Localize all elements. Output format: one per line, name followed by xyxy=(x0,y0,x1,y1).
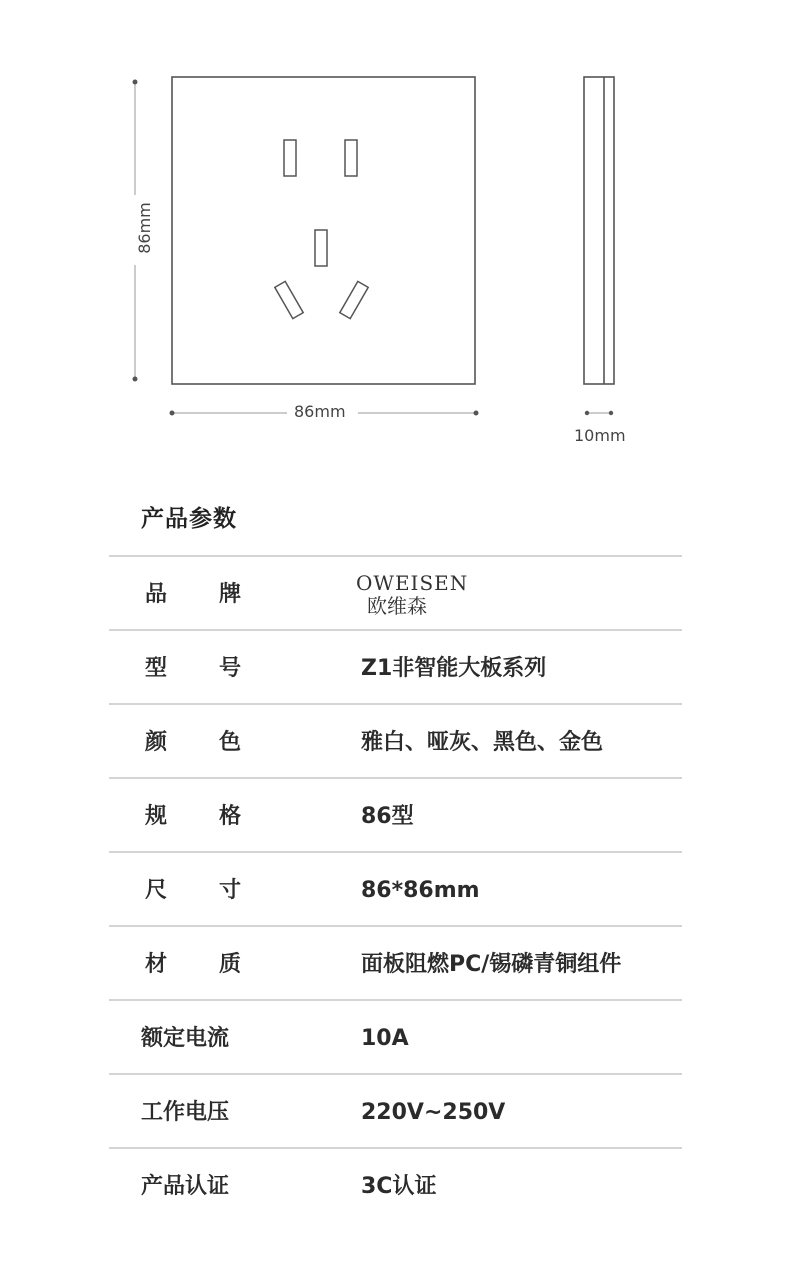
height-dimension-label: 86mm xyxy=(136,198,154,258)
spec-label-char-1: 品 xyxy=(145,582,168,607)
spec-value: 10A xyxy=(361,1026,409,1051)
spec-row-material xyxy=(109,925,682,999)
spec-row-model xyxy=(109,629,682,703)
spec-label-char-1: 规 xyxy=(145,804,168,829)
brand-name-en: OWEISEN xyxy=(356,571,469,595)
brand-logo xyxy=(356,572,468,618)
three-pin-slot-right xyxy=(340,281,368,318)
spec-value: Z1非智能大板系列 xyxy=(361,656,547,681)
spec-label-char-2: 牌 xyxy=(219,582,242,607)
depth-dimension-label: 10mm xyxy=(574,426,626,445)
spec-label-char-1: 材 xyxy=(145,952,168,977)
spec-label-char-2: 号 xyxy=(219,656,242,681)
spec-value: 86*86mm xyxy=(361,878,480,903)
spec-label-char-2: 色 xyxy=(219,730,242,755)
two-pin-slot-left xyxy=(284,140,296,176)
brand-name-cn: 欧维森 xyxy=(367,594,427,618)
spec-label-char-1: 颜 xyxy=(145,730,168,755)
spec-row-color xyxy=(109,703,682,777)
two-pin-slot-right xyxy=(345,140,357,176)
spec-value: 220V~250V xyxy=(361,1100,506,1125)
height-dim-dot-bottom xyxy=(133,377,138,382)
spec-row-rated-current xyxy=(109,999,682,1073)
spec-label: 额定电流 xyxy=(141,1026,230,1051)
spec-label-char-1: 型 xyxy=(145,656,168,681)
spec-label-char-2: 格 xyxy=(219,804,242,829)
width-dim-dot-right xyxy=(474,411,479,416)
spec-row-brand xyxy=(109,555,682,629)
height-dim-dot-top xyxy=(133,80,138,85)
three-pin-slot-left xyxy=(275,281,303,318)
spec-row-spec xyxy=(109,777,682,851)
spec-label-char-2: 质 xyxy=(219,952,242,977)
spec-label-char-2: 寸 xyxy=(219,878,242,903)
spec-table xyxy=(109,555,682,1221)
spec-value: 3C认证 xyxy=(361,1174,437,1199)
spec-label-char-1: 尺 xyxy=(145,878,168,903)
spec-value: 86型 xyxy=(361,804,414,829)
spec-value: 面板阻燃PC/锡磷青铜组件 xyxy=(361,952,622,977)
three-pin-slot-earth xyxy=(315,230,327,266)
width-dim-dot-left xyxy=(170,411,175,416)
spec-label: 产品认证 xyxy=(141,1174,230,1199)
spec-row-voltage xyxy=(109,1073,682,1147)
depth-dim-dot-right xyxy=(609,411,613,415)
spec-row-certification xyxy=(109,1147,682,1221)
spec-label: 工作电压 xyxy=(141,1100,230,1125)
width-dimension-label: 86mm xyxy=(290,403,350,421)
socket-side-view xyxy=(584,77,614,384)
socket-drawing-svg xyxy=(0,0,790,460)
spec-row-size xyxy=(109,851,682,925)
spec-value: 雅白、哑灰、黑色、金色 xyxy=(361,730,604,755)
socket-dimension-drawing xyxy=(0,0,790,460)
section-title: 产品参数 xyxy=(141,506,237,532)
depth-dim-dot-left xyxy=(585,411,589,415)
